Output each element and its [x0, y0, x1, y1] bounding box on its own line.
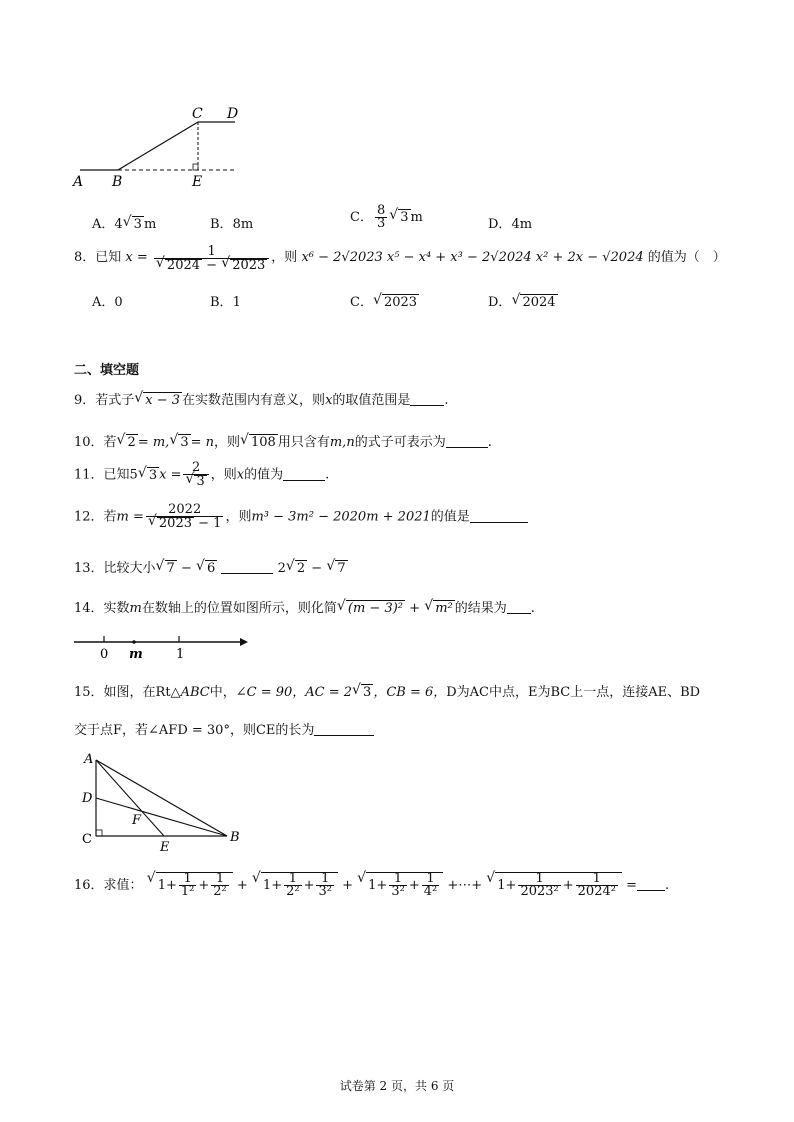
answer-blank [283, 468, 325, 481]
arrow-head-icon [240, 638, 248, 646]
right-angle-mark [193, 164, 198, 170]
question-14: 14．实数m在数轴上的位置如图所示，则化简√ (m − 3)² + √ m² 的结果为 . [74, 597, 535, 616]
question-13: 13．比较大小√ 7 − √ 6 2√ 2 − √ 7 [74, 557, 348, 576]
question-10: 10．若√ 2 = m,√ 3 = n，则√ 108 用只含有m,n的式子可表示为 . [74, 431, 492, 450]
q7-option-a: A．4√ 3 m [92, 213, 156, 232]
label-b: B [112, 174, 123, 190]
page-footer: 试卷第 2 页，共 6 页 [339, 1079, 455, 1093]
answer-blank [446, 435, 488, 448]
question-8: 8．已知 x = 1 √ 2024 − √ 2023 ，则 x⁶ − 2√2023 x⁵ − x⁴ + x³ − 2√2024 x² + 2x − √2024 的值为（ ） [74, 246, 726, 272]
label-a: A [84, 752, 94, 767]
label-a: A [73, 174, 84, 190]
question-9: 9．若式子√ x − 3 在实数范围内有意义，则x的取值范围是 . [74, 389, 449, 408]
label-e: E [192, 174, 203, 190]
question-15-line2: 交于点F，若∠AFD = 30°，则CE的长为 [74, 719, 374, 738]
question-15-line1: 15．如图，在Rt△ABC中，∠C = 90，AC = 2√ 3 ，CB = 6，D为AC中点，E为BC上一点，连接AE、BD [74, 681, 700, 700]
label-c: C [82, 832, 92, 847]
right-angle-mark [96, 830, 102, 836]
answer-blank [507, 601, 531, 614]
section-title: 二、填空题 [74, 363, 140, 378]
side-ab [96, 760, 227, 836]
question-16: 16．求值： √ 1+ $\frac{1}{\text{1²}}$ + $\frac{1}{\text{2²}}$ + √ 1+ $\frac{1}{\text{2²}}$ + $\frac{1}{\text{3²}}$ + √ 1+ $\frac{1}{\text{3²}}$ + $\frac{1}{\text{4²}}$ +⋯+ √ 1+ $\frac{1}{\text{2023²}}$ + $\frac{1}{\text{2024²}}$ = . [74, 872, 669, 898]
point-m [132, 640, 136, 644]
question-12: 12．若m = 2022 √ 2023 − 1 ，则m³ − 3m² − 2020m + 2021的值是 [74, 504, 528, 530]
segment-bd [96, 798, 227, 836]
segment-ae [96, 760, 164, 836]
q7-option-b: B．8m [210, 217, 254, 232]
answer-blank [637, 878, 665, 891]
number-line [70, 632, 250, 664]
tick-label-m: m [129, 647, 143, 662]
label-d: D [227, 106, 239, 122]
tick-label-1: 1 [176, 647, 185, 662]
q8-option-b: B．1 [210, 295, 241, 310]
slope-line-bc [118, 122, 198, 170]
q8-option-c: C．√ 2023 [350, 291, 419, 310]
answer-blank [314, 723, 374, 736]
label-b: B [230, 830, 240, 845]
q7-option-d: D．4m [488, 217, 533, 232]
label-d: D [82, 791, 93, 806]
label-f: F [132, 813, 142, 828]
q7-option-c: C． $\frac{8}{3}$ √ 3 m [350, 205, 423, 230]
q8-option-a: A．0 [92, 295, 123, 310]
answer-blank [470, 510, 528, 523]
tick-label-0: 0 [100, 647, 109, 662]
label-e: E [160, 840, 170, 854]
question-11: 11．已知5√ 3 x = 2 √ 3 ，则x的值为 . [74, 462, 329, 488]
label-c: C [192, 106, 203, 122]
answer-blank [221, 561, 273, 574]
answer-blank [410, 393, 444, 406]
triangle-figure [76, 750, 248, 854]
slope-figure [70, 100, 260, 192]
q8-option-d: D．√ 2024 [488, 291, 558, 310]
